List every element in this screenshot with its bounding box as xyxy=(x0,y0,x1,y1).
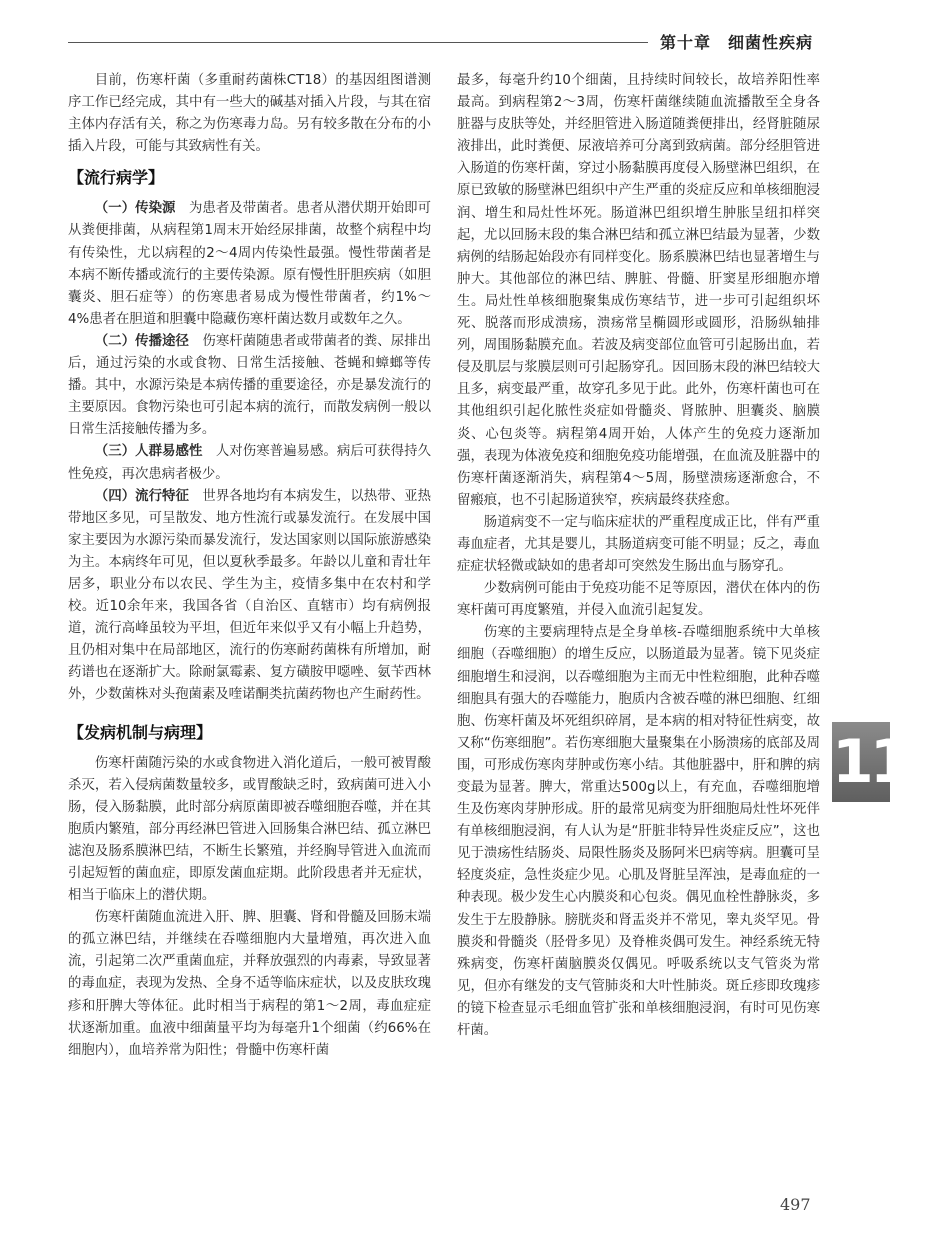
pathology-paragraph-features: 伤寒的主要病理特点是全身单核-吞噬细胞系统中大单核细胞（吞噬细胞）的增生反应，以肠道最为显著。镜下见炎症细胞增生和浸润，以吞噬细胞为主而无中性粒细胞，此种吞噬细胞具有强大的吞噬能力，胞质内含被吞噬的淋巴细胞、红细胞、伤寒杆菌及坏死组织碎屑，是本病的相对特征性病变，故又称“伤寒细胞”。若伤寒细胞大量聚集在小肠溃疡的底部及周围，可形成伤寒肉芽肿或伤寒小结。其他脏器中，肝和脾的病变最为显著。脾大，常重达500g以上，有充血，吞噬细胞增生及伤寒肉芽肿形成。肝的最常见病变为肝细胞局灶性坏死伴有单核细胞浸润，有人认为是“肝脏非特异性炎症反应”，这也见于溃疡性结肠炎、局限性肠炎及肠阿米巴病等病。胆囊可呈轻度炎症，急性炎症少见。心肌及肾脏呈浑浊，是毒血症的一种表现。极少发生心内膜炎和心包炎。偶见血栓性静脉炎，多发生于左股静脉。膀胱炎和肾盂炎并不常见，睾丸炎罕见。骨膜炎和骨髓炎（胫骨多见）及脊椎炎偶可发生。神经系统无特殊病变，伤寒杆菌脑膜炎仅偶见。呼吸系统以支气管炎为常见，但亦有继发的支气管肺炎和大叶性肺炎。斑丘疹即玫瑰疹的镜下检查显示毛细血管扩张和单核细胞浸润，有时可见伤寒杆菌。 xyxy=(457,625,820,1039)
epidemic-features-label: （四）流行特征 xyxy=(94,488,189,504)
pathogenesis-heading: 【发病机制与病理】 xyxy=(68,722,213,742)
pathogenesis-paragraph-2: 伤寒杆菌随血流进入肝、脾、胆囊、肾和骨髓及回肠末端的孤立淋巴结，并继续在吞噬细胞内大量增殖，再次进入血流，引起第二次严重菌血症，并释放强烈的内毒素，导致显著的毒血症，表现为发热、全身不适等临床症状，以及皮肤玫瑰疹和肝脾大等体征。此时相当于病程的第1～2周，毒血症症状逐渐加重。血液中细菌量平均为每毫升1个细菌（约66%在细胞内），血培养常为阳性；骨髓中伤寒杆菌 xyxy=(68,910,431,1058)
header-rule xyxy=(68,42,648,43)
pathology-paragraph-continued: 最多，每毫升约10个细菌，且持续时间较长，故培养阳性率最高。到病程第2～3周，伤寒杆菌继续随血流播散至全身各脏器与皮肤等处，并经胆管进入肠道随粪便排出，经肾脏随尿液排出，此时粪便、尿液培养可分离到致病菌。部分经胆管进入肠道的伤寒杆菌，穿过小肠黏膜再度侵入肠壁淋巴组织，在原已致敏的肠壁淋巴组织中产生严重的炎症反应和单核细胞浸润、增生和局灶性坏死。肠道淋巴组织增生肿胀呈纽扣样突起，尤以回肠末段的集合淋巴结和孤立淋巴结最为显著，少数病例的结肠起始段亦有同样变化。肠系膜淋巴结也显著增生与肿大。其他部位的淋巴结、脾脏、骨髓、肝窦星形细胞亦增生。局灶性单核细胞聚集成伤寒结节，进一步可引起组织坏死、脱落而形成溃疡，溃疡常呈椭圆形或圆形，沿肠纵轴排列，周围肠黏膜充血。若波及病变部位血管可引起肠出血，若侵及肌层与浆膜层则可引起肠穿孔。因回肠末段的淋巴结较大且多，病变最严重，故穿孔多见于此。此外，伤寒杆菌也可在其他组织引起化脓性炎症如骨髓炎、肾脓肿、胆囊炎、脑膜炎、心包炎等。病程第4周开始，人体产生的免疫力逐渐加强，表现为体液免疫和细胞免疫功能增强，在血流及脏器中的伤寒杆菌逐渐消失，病程第4～5周，肠壁溃疡逐渐愈合，不留瘢痕，也不引起肠道狭窄，疾病最终获痊愈。 xyxy=(457,73,820,508)
right-column xyxy=(457,70,820,1042)
pathology-paragraph-severity: 肠道病变不一定与临床症状的严重程度成正比，伴有严重毒血症者，尤其是婴儿，其肠道病变可能不明显；反之，毒血症症状轻微或缺如的患者却可突然发生肠出血与肠穿孔。 xyxy=(457,514,820,575)
susceptibility-paragraph xyxy=(68,441,431,485)
intro-paragraph: 目前，伤寒杆菌（多重耐药菌株CT18）的基因组图谱测序工作已经完成，其中有一些大的碱基对插入片段，与其在宿主体内存活有关，称之为伤寒毒力岛。另有较多散在分布的小插入片段，可能与其致病性有关。 xyxy=(68,73,431,155)
transmission-route-paragraph xyxy=(68,331,431,441)
epidemic-features-paragraph xyxy=(68,486,431,707)
left-column xyxy=(68,70,431,1062)
susceptibility-label: （三）人群易感性 xyxy=(94,444,203,460)
transmission-route-label: （二）传播途径 xyxy=(94,333,189,349)
chapter-tab xyxy=(832,722,908,802)
infection-source-paragraph xyxy=(68,198,431,331)
chapter-tab-number: 11 xyxy=(832,727,908,797)
pathogenesis-paragraph-1: 伤寒杆菌随污染的水或食物进入消化道后，一般可被胃酸杀灭，若入侵病菌数量较多，或胃酸缺乏时，致病菌可进入小肠，侵入肠黏膜，此时部分病原菌即被吞噬细胞吞噬，并在其胞质内繁殖，部分再经淋巴管进入回肠集合淋巴结、孤立淋巴滤泡及肠系膜淋巴结，不断生长繁殖，并经胸导管进入血流而引起短暂的菌血症，即原发菌血症期。此阶段患者并无症状，相当于临床上的潜伏期。 xyxy=(68,755,431,904)
epidemiology-heading: 【流行病学】 xyxy=(68,168,165,188)
chapter-title: 第十章 细菌性疾病 xyxy=(660,33,814,52)
page-number: 497 xyxy=(780,1195,811,1214)
infection-source-text: 为患者及带菌者。患者从潜伏期开始即可从粪便排菌，从病程第1周末开始经尿排菌，故整个病程中均有传染性，尤以病程的2～4周内传染性最强。慢性带菌者是本病不断传播或流行的主要传染源。原有慢性肝胆疾病（如胆囊炎、胆石症等）的伤寒患者易成为慢性带菌者，约1%～4%患者在胆道和胆囊中隐藏伤寒杆菌达数月或数年之久。 xyxy=(68,201,432,327)
infection-source-label: （一）传染源 xyxy=(94,201,176,217)
susceptibility-text: 人对伤寒普遍易感。病后可获得持久性免疫，再次患病者极少。 xyxy=(68,444,432,482)
transmission-route-text: 伤寒杆菌随患者或带菌者的粪、尿排出后，通过污染的水或食物、日常生活接触、苍蝇和蟑螂等传播。其中，水源污染是本病传播的重要途径，亦是暴发流行的主要原因。食物污染也可引起本病的流行，而散发病例一般以日常生活接触传播为多。 xyxy=(68,333,432,438)
epidemic-features-text: 世界各地均有本病发生，以热带、亚热带地区多见，可呈散发、地方性流行或暴发流行。在发展中国家主要因为水源污染而暴发流行，发达国家则以国际旅游感染为主。本病终年可见，但以夏秋季最多。年龄以儿童和青壮年居多，职业分布以农民、学生为主，疫情多集中在农村和学校。近10余年来，我国各省（自治区、直辖市）均有病例报道，流行高峰虽较为平坦，但近年来似乎又有小幅上升趋势，且仍相对集中在局部地区，流行的伤寒耐药菌株有所增加，耐药谱也在逐渐扩大。除耐氯霉素、复方磺胺甲噁唑、氨苄西林外，少数菌株对头孢菌素及喹诺酮类抗菌药物也产生耐药性。 xyxy=(68,488,432,703)
pathology-paragraph-relapse: 少数病例可能由于免疫功能不足等原因，潜伏在体内的伤寒杆菌可再度繁殖，并侵入血流引起复发。 xyxy=(457,581,820,619)
